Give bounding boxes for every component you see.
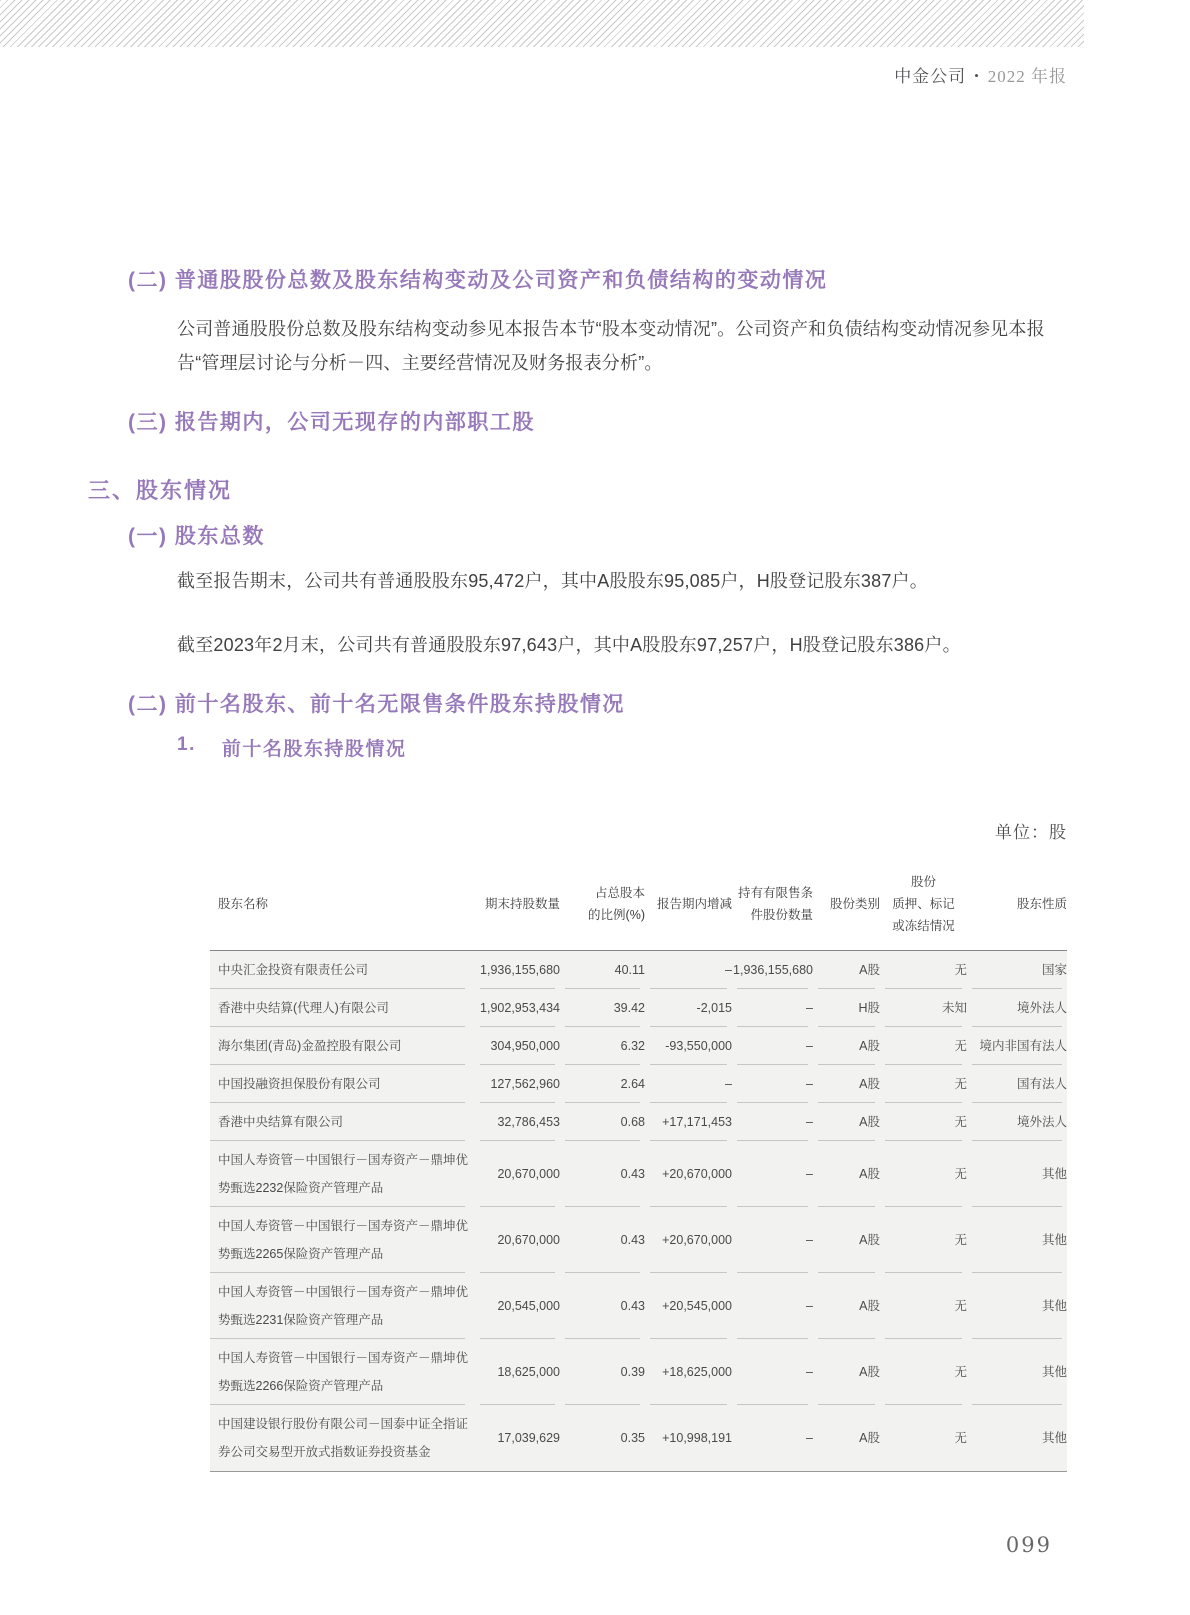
table-cell: 其他 xyxy=(967,1207,1067,1273)
table-header xyxy=(210,858,1067,951)
header-cell: 股份类别 xyxy=(813,858,880,951)
table-cell: +20,545,000 xyxy=(645,1273,732,1339)
table-cell: 中央汇金投资有限责任公司 xyxy=(210,951,475,990)
table-cell: 无 xyxy=(880,1273,967,1339)
table-row xyxy=(210,1405,1067,1472)
table-cell: 6.32 xyxy=(560,1027,645,1065)
table-cell: 304,950,000 xyxy=(475,1027,560,1065)
section-heading-2: (二) 普通股股份总数及股东结构变动及公司资产和负债结构的变动情况 xyxy=(128,269,828,292)
subsection-heading-2: (二) 前十名股东、前十名无限售条件股东持股情况 xyxy=(128,693,625,716)
table-cell: 20,670,000 xyxy=(475,1207,560,1273)
table-cell: – xyxy=(645,951,732,990)
table-row xyxy=(210,951,1067,990)
section-2-body: 公司普通股股份总数及股东结构变动参见本报告本节“股本变动情况”。公司资产和负债结构变动情况参见本报告“管理层讨论与分析－四、主要经营情况及财务报表分析”。 xyxy=(177,319,1045,373)
header-cell: 期末持股数量 xyxy=(475,858,560,951)
top10-shareholders-table xyxy=(210,858,1067,1472)
table-cell: A股 xyxy=(813,1103,880,1141)
table-cell: 无 xyxy=(880,1339,967,1405)
table-row xyxy=(210,1103,1067,1141)
hatch-pattern-band xyxy=(0,0,1084,47)
table-row xyxy=(210,1207,1067,1273)
table-body xyxy=(210,951,1067,1472)
table-cell: – xyxy=(732,1339,813,1405)
table-cell: 1,902,953,434 xyxy=(475,989,560,1027)
numbered-heading-no: 1. xyxy=(177,734,196,755)
table-cell: – xyxy=(806,1431,813,1445)
table-cell: 中国投融资担保股份有限公司 xyxy=(210,1065,475,1103)
table-cell: 无 xyxy=(954,1431,967,1445)
table-cell: 中国人寿资管－中国银行－国寿资产－鼎坤优势甄选2266保险资产管理产品 xyxy=(210,1339,475,1405)
table-cell: – xyxy=(732,1273,813,1339)
brand-text: 中金公司 xyxy=(894,67,967,86)
edition-text: 2022 年报 xyxy=(987,67,1067,86)
table-cell: 香港中央结算(代理人)有限公司 xyxy=(210,989,475,1027)
table-cell: A股 xyxy=(813,1141,880,1207)
table-cell: A股 xyxy=(859,1431,880,1445)
table-cell: +18,625,000 xyxy=(645,1339,732,1405)
table-cell: 香港中央结算有限公司 xyxy=(210,1103,475,1141)
subsection-heading-1: (一) 股东总数 xyxy=(128,525,265,548)
table-cell: 其他 xyxy=(967,1273,1067,1339)
table-cell: 0.35 xyxy=(620,1431,645,1445)
table-cell: 0.43 xyxy=(560,1273,645,1339)
numbered-heading xyxy=(177,734,406,761)
table-row xyxy=(210,1141,1067,1207)
header-cell: 占总股本 的比例(%) xyxy=(560,858,645,951)
table-row xyxy=(210,1065,1067,1103)
top10-shareholders-table-wrap xyxy=(210,858,1067,1472)
table-cell: 无 xyxy=(880,1141,967,1207)
table-cell: 1,936,155,680 xyxy=(732,951,813,990)
table-cell: 无 xyxy=(880,951,967,990)
table-cell: 40.11 xyxy=(560,951,645,990)
unit-label: 单位：股 xyxy=(995,823,1067,842)
table-cell: – xyxy=(732,1027,813,1065)
table-cell: +20,670,000 xyxy=(645,1141,732,1207)
table-cell: – xyxy=(732,1207,813,1273)
table-cell: 其他 xyxy=(1041,1431,1067,1445)
table-cell: 39.42 xyxy=(560,989,645,1027)
table-row xyxy=(210,1339,1067,1405)
table-cell: – xyxy=(732,1065,813,1103)
table-cell: 海尔集团(青岛)金盈控股有限公司 xyxy=(210,1027,475,1065)
table-cell: 1,936,155,680 xyxy=(475,951,560,990)
table-cell: A股 xyxy=(813,1273,880,1339)
table-cell: 国有法人 xyxy=(967,1065,1067,1103)
table-cell: A股 xyxy=(813,1027,880,1065)
numbered-heading-label: 前十名股东持股情况 xyxy=(221,739,407,760)
table-cell: 无 xyxy=(880,1103,967,1141)
table-row xyxy=(210,1273,1067,1339)
table-cell: 中国人寿资管－中国银行－国寿资产－鼎坤优势甄选2231保险资产管理产品 xyxy=(210,1273,475,1339)
table-cell: 20,545,000 xyxy=(475,1273,560,1339)
table-cell: 境内非国有法人 xyxy=(967,1027,1067,1065)
table-cell: 中国人寿资管－中国银行－国寿资产－鼎坤优势甄选2232保险资产管理产品 xyxy=(210,1141,475,1207)
table-cell: 无 xyxy=(880,1065,967,1103)
table-cell: 17,039,629 xyxy=(497,1431,560,1445)
page-number: 099 xyxy=(1005,1533,1052,1557)
table-cell: A股 xyxy=(813,1065,880,1103)
table-cell: A股 xyxy=(813,951,880,990)
shareholder-total-para-2: 截至2023年2月末，公司共有普通股股东97,643户，其中A股股东97,257户，H股登记股东386户。 xyxy=(177,635,961,655)
shareholder-total-para-1: 截至报告期末，公司共有普通股股东95,472户，其中A股股东95,085户，H股登记股东387户。 xyxy=(177,571,928,591)
table-cell: 32,786,453 xyxy=(475,1103,560,1141)
header-cell: 股东性质 xyxy=(967,858,1067,951)
table-cell: – xyxy=(732,1103,813,1141)
table-cell: 境外法人 xyxy=(967,989,1067,1027)
table-row xyxy=(210,989,1067,1027)
table-cell: 20,670,000 xyxy=(475,1141,560,1207)
table-cell: A股 xyxy=(813,1207,880,1273)
header-cell: 股东名称 xyxy=(210,858,475,951)
header-cell: 持有有限售条 件股份数量 xyxy=(732,858,813,951)
table-cell: +17,171,453 xyxy=(645,1103,732,1141)
table-cell: 无 xyxy=(880,1027,967,1065)
table-cell: 2.64 xyxy=(560,1065,645,1103)
table-cell: 中国建设银行股份有限公司－国泰中证全指证券公司交易型开放式指数证券投资基金 xyxy=(218,1417,469,1459)
table-cell: 0.68 xyxy=(560,1103,645,1141)
table-cell: 无 xyxy=(880,1207,967,1273)
table-cell: – xyxy=(645,1065,732,1103)
table-cell: – xyxy=(732,989,813,1027)
table-cell: H股 xyxy=(813,989,880,1027)
table-cell: 18,625,000 xyxy=(475,1339,560,1405)
chapter-heading: 三、股东情况 xyxy=(88,478,233,503)
table-cell: 国家 xyxy=(967,951,1067,990)
table-cell: 127,562,960 xyxy=(475,1065,560,1103)
table-cell: – xyxy=(732,1141,813,1207)
table-row xyxy=(210,1027,1067,1065)
table-cell: 未知 xyxy=(880,989,967,1027)
table-cell: 0.43 xyxy=(560,1207,645,1273)
table-cell: -2,015 xyxy=(645,989,732,1027)
section-heading-3: (三) 报告期内，公司无现存的内部职工股 xyxy=(128,411,535,434)
table-cell: 中国人寿资管－中国银行－国寿资产－鼎坤优势甄选2265保险资产管理产品 xyxy=(210,1207,475,1273)
table-cell: 其他 xyxy=(967,1141,1067,1207)
table-cell: +10,998,191 xyxy=(662,1431,732,1445)
header-cell: 报告期内增减 xyxy=(645,858,732,951)
table-cell: +20,670,000 xyxy=(645,1207,732,1273)
table-cell: 0.43 xyxy=(560,1141,645,1207)
table-cell: -93,550,000 xyxy=(645,1027,732,1065)
table-cell: A股 xyxy=(813,1339,880,1405)
separator-dot: • xyxy=(974,68,980,83)
table-cell: 0.39 xyxy=(560,1339,645,1405)
header-cell: 股份 质押、标记 或冻结情况 xyxy=(880,858,967,951)
running-header xyxy=(894,62,1067,87)
table-cell: 其他 xyxy=(967,1339,1067,1405)
table-cell: 境外法人 xyxy=(967,1103,1067,1141)
